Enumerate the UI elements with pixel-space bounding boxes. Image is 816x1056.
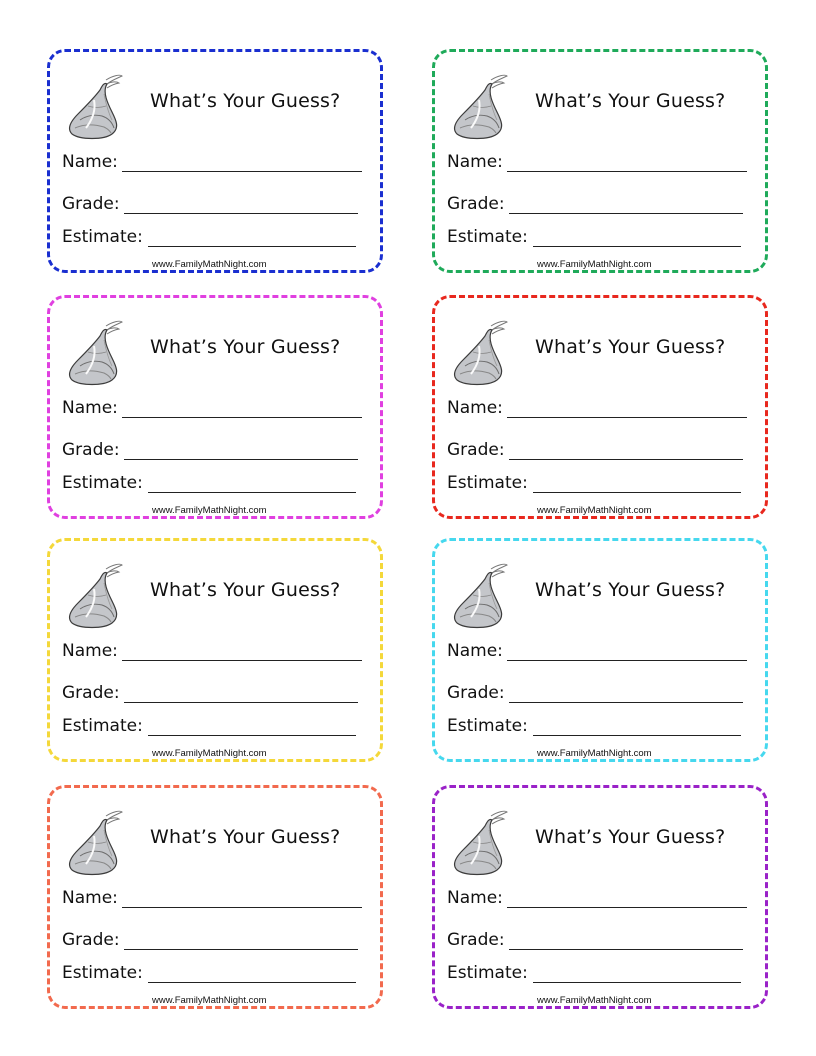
guess-card (432, 295, 768, 519)
website-label: www.FamilyMathNight.com (537, 505, 652, 516)
card-title: What’s Your Guess? (150, 579, 341, 601)
estimate-field (447, 473, 528, 493)
name-line[interactable] (507, 660, 747, 661)
grade-field (447, 683, 505, 703)
grade-field (447, 440, 505, 460)
grade-line[interactable] (509, 702, 743, 703)
website-label: www.FamilyMathNight.com (537, 259, 652, 270)
card-title: What’s Your Guess? (150, 336, 341, 358)
website-label: www.FamilyMathNight.com (152, 995, 267, 1006)
estimate-label: Estimate: (62, 716, 143, 736)
card-title: What’s Your Guess? (535, 826, 726, 848)
chocolate-kiss-icon (66, 559, 124, 631)
guess-card (432, 49, 768, 273)
name-field (447, 641, 503, 661)
name-label: Name: (62, 398, 118, 418)
name-label: Name: (62, 641, 118, 661)
chocolate-kiss-icon (451, 806, 509, 878)
estimate-label: Estimate: (447, 963, 528, 983)
card-title: What’s Your Guess? (150, 90, 341, 112)
grade-label: Grade: (447, 194, 505, 214)
grade-label: Grade: (447, 930, 505, 950)
estimate-label: Estimate: (447, 473, 528, 493)
grade-line[interactable] (124, 949, 358, 950)
guess-card (47, 785, 383, 1009)
grade-line[interactable] (124, 459, 358, 460)
guess-card (432, 538, 768, 762)
chocolate-kiss-icon (451, 559, 509, 631)
name-field (447, 888, 503, 908)
name-line[interactable] (507, 417, 747, 418)
chocolate-kiss-icon (451, 70, 509, 142)
estimate-label: Estimate: (447, 227, 528, 247)
card-title: What’s Your Guess? (150, 826, 341, 848)
website-label: www.FamilyMathNight.com (152, 505, 267, 516)
card-title: What’s Your Guess? (535, 90, 726, 112)
grade-label: Grade: (447, 440, 505, 460)
estimate-line[interactable] (533, 246, 741, 247)
card-title: What’s Your Guess? (535, 579, 726, 601)
grade-label: Grade: (62, 194, 120, 214)
estimate-line[interactable] (533, 492, 741, 493)
grade-field (62, 194, 120, 214)
estimate-field (62, 227, 143, 247)
estimate-line[interactable] (148, 246, 356, 247)
estimate-line[interactable] (148, 492, 356, 493)
grade-line[interactable] (124, 702, 358, 703)
estimate-label: Estimate: (447, 716, 528, 736)
name-label: Name: (447, 152, 503, 172)
estimate-field (62, 473, 143, 493)
grade-line[interactable] (509, 213, 743, 214)
name-label: Name: (447, 888, 503, 908)
name-line[interactable] (122, 660, 362, 661)
name-field (62, 152, 118, 172)
grade-line[interactable] (509, 949, 743, 950)
name-label: Name: (62, 888, 118, 908)
estimate-field (62, 716, 143, 736)
estimate-line[interactable] (148, 735, 356, 736)
estimate-field (62, 963, 143, 983)
website-label: www.FamilyMathNight.com (152, 259, 267, 270)
grade-field (447, 194, 505, 214)
grade-label: Grade: (447, 683, 505, 703)
grade-field (62, 440, 120, 460)
website-label: www.FamilyMathNight.com (152, 748, 267, 759)
estimate-field (447, 227, 528, 247)
chocolate-kiss-icon (66, 806, 124, 878)
name-label: Name: (447, 641, 503, 661)
website-label: www.FamilyMathNight.com (537, 995, 652, 1006)
estimate-field (447, 716, 528, 736)
estimate-label: Estimate: (62, 227, 143, 247)
chocolate-kiss-icon (66, 316, 124, 388)
guess-card (47, 49, 383, 273)
guess-card (47, 538, 383, 762)
estimate-line[interactable] (533, 982, 741, 983)
name-label: Name: (62, 152, 118, 172)
name-field (62, 641, 118, 661)
name-field (62, 398, 118, 418)
chocolate-kiss-icon (66, 70, 124, 142)
grade-field (447, 930, 505, 950)
grade-line[interactable] (509, 459, 743, 460)
name-line[interactable] (507, 171, 747, 172)
guess-card (47, 295, 383, 519)
website-label: www.FamilyMathNight.com (537, 748, 652, 759)
estimate-line[interactable] (148, 982, 356, 983)
name-field (447, 152, 503, 172)
name-field (62, 888, 118, 908)
name-line[interactable] (122, 417, 362, 418)
name-line[interactable] (507, 907, 747, 908)
name-line[interactable] (122, 907, 362, 908)
estimate-label: Estimate: (62, 963, 143, 983)
estimate-field (447, 963, 528, 983)
grade-label: Grade: (62, 683, 120, 703)
card-title: What’s Your Guess? (535, 336, 726, 358)
name-field (447, 398, 503, 418)
grade-line[interactable] (124, 213, 358, 214)
grade-label: Grade: (62, 440, 120, 460)
estimate-line[interactable] (533, 735, 741, 736)
guess-card (432, 785, 768, 1009)
grade-field (62, 930, 120, 950)
grade-field (62, 683, 120, 703)
grade-label: Grade: (62, 930, 120, 950)
chocolate-kiss-icon (451, 316, 509, 388)
name-label: Name: (447, 398, 503, 418)
estimate-label: Estimate: (62, 473, 143, 493)
name-line[interactable] (122, 171, 362, 172)
